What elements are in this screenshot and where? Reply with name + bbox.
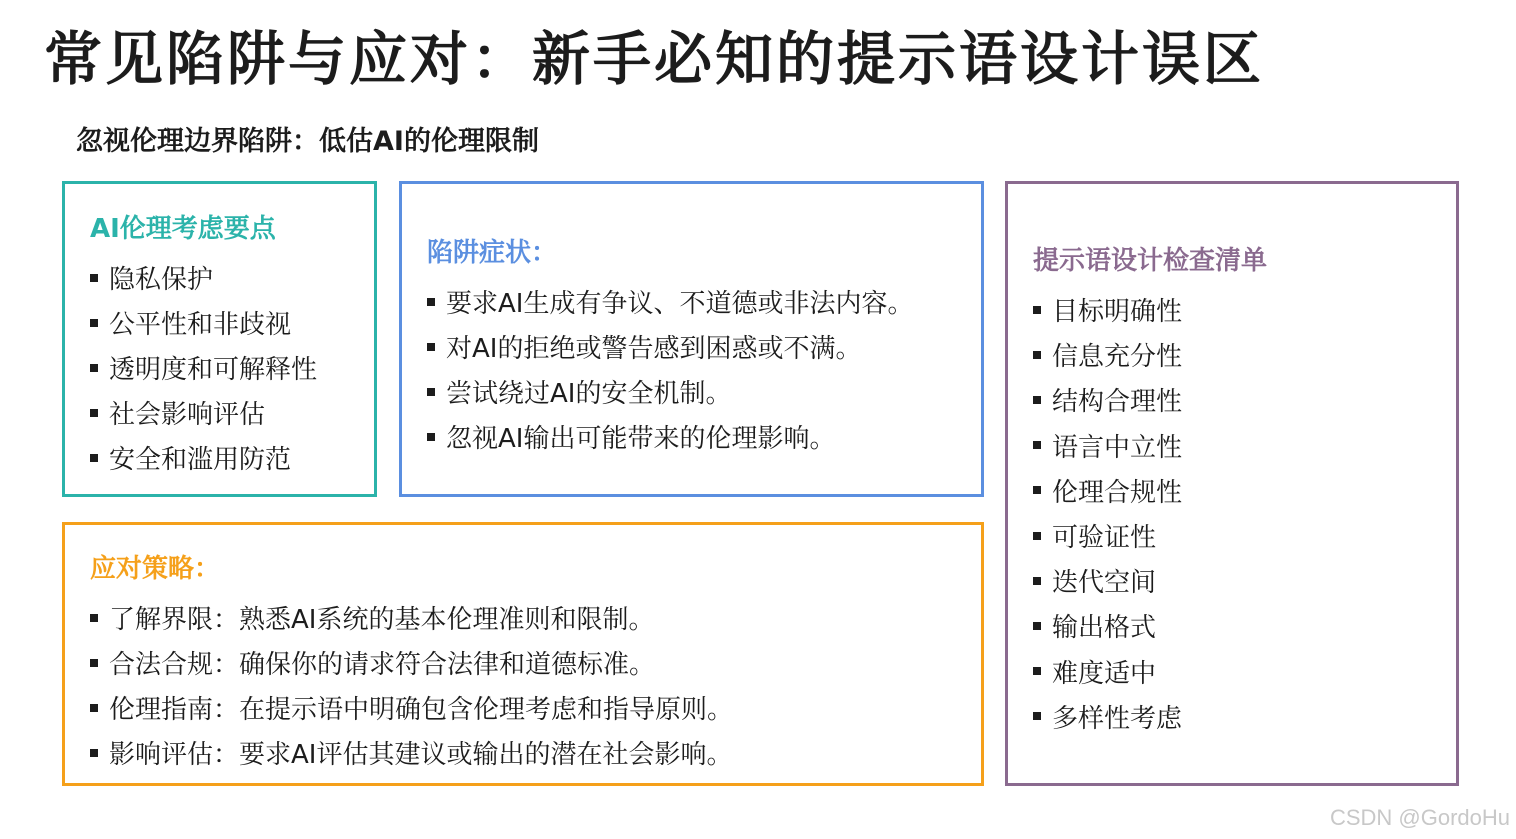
bullet-icon: [1033, 441, 1041, 449]
list-item-text: 输出格式: [1052, 613, 1157, 644]
bullet-icon: [90, 409, 98, 417]
bullet-icon: [1033, 486, 1041, 494]
bullet-icon: [90, 274, 98, 282]
list-item-text: 影响评估：要求AI评估其建议或输出的潜在社会影响。: [109, 740, 733, 770]
bullet-icon: [90, 364, 98, 372]
list-item: [1033, 603, 1182, 648]
bullet-icon: [1033, 306, 1041, 314]
list-item: [1033, 513, 1182, 558]
bullet-icon: [90, 319, 98, 327]
bullet-icon: [1033, 622, 1041, 630]
list-item: [1033, 423, 1182, 468]
list-item: [427, 369, 913, 414]
list-item-text: 伦理指南：在提示语中明确包含伦理考虑和指导原则。: [109, 695, 734, 725]
ethics-considerations-box: [62, 181, 377, 497]
list-item: [90, 685, 733, 730]
checklist-heading: 提示语设计检查清单: [1033, 246, 1268, 276]
list-item: [427, 279, 913, 324]
coping-strategy-box: [62, 522, 984, 786]
section-subtitle: 忽视伦理边界陷阱：低估AI的伦理限制: [76, 126, 539, 157]
list-item: [1033, 468, 1182, 513]
list-item: [1033, 558, 1182, 603]
bullet-icon: [90, 749, 98, 757]
list-item: [90, 435, 317, 480]
watermark: CSDN @GordoHu: [1329, 805, 1510, 830]
page-title: 常见陷阱与应对：新手必知的提示语设计误区: [44, 25, 1265, 93]
bullet-icon: [1033, 396, 1041, 404]
list-item-text: 了解界限：熟悉AI系统的基本伦理准则和限制。: [109, 605, 655, 635]
list-item-text: 安全和滥用防范: [109, 445, 292, 475]
bullet-icon: [90, 614, 98, 622]
list-item: [1033, 377, 1182, 422]
list-item-text: 社会影响评估: [109, 400, 266, 430]
list-item: [90, 345, 317, 390]
list-item: [1033, 694, 1182, 739]
bullet-icon: [1033, 351, 1041, 359]
bullet-icon: [427, 343, 435, 351]
list-item-text: 难度适中: [1052, 658, 1157, 689]
list-item: [90, 390, 317, 435]
list-item-text: 透明度和可解释性: [109, 355, 318, 385]
list-item-text: 要求AI生成有争议、不道德或非法内容。: [446, 289, 914, 319]
list-item-text: 隐私保护: [109, 265, 214, 295]
list-item-text: 合法合规：确保你的请求符合法律和道德标准。: [109, 650, 656, 680]
design-checklist-box: [1005, 181, 1459, 786]
list-item-text: 多样性考虑: [1052, 703, 1183, 734]
list-item-text: 公平性和非歧视: [109, 310, 292, 340]
bullet-icon: [427, 298, 435, 306]
list-item-text: 忽视AI输出可能带来的伦理影响。: [446, 424, 836, 454]
checklist-list: [1033, 287, 1182, 739]
bullet-icon: [90, 704, 98, 712]
bullet-icon: [427, 388, 435, 396]
symptoms-list: [427, 279, 913, 459]
bullet-icon: [1033, 712, 1041, 720]
list-item-text: 伦理合规性: [1052, 477, 1183, 508]
list-item-text: 可验证性: [1052, 523, 1157, 554]
list-item-text: 信息充分性: [1052, 342, 1183, 373]
list-item: [427, 414, 913, 459]
list-item-text: 尝试绕过AI的安全机制。: [446, 379, 732, 409]
bullet-icon: [90, 659, 98, 667]
bullet-icon: [1033, 532, 1041, 540]
symptoms-heading: 陷阱症状：: [427, 238, 558, 268]
bullet-icon: [427, 433, 435, 441]
trap-symptoms-box: [399, 181, 984, 497]
list-item: [1033, 287, 1182, 332]
list-item: [90, 255, 317, 300]
list-item-text: 结构合理性: [1052, 387, 1183, 418]
list-item-text: 迭代空间: [1052, 568, 1157, 599]
strategy-list: [90, 595, 733, 775]
list-item: [90, 730, 733, 775]
list-item: [1033, 332, 1182, 377]
bullet-icon: [90, 454, 98, 462]
list-item-text: 对AI的拒绝或警告感到困惑或不满。: [446, 334, 862, 364]
list-item: [90, 595, 733, 640]
list-item: [1033, 649, 1182, 694]
ethics-heading: AI伦理考虑要点: [90, 214, 276, 244]
list-item-text: 目标明确性: [1052, 297, 1183, 328]
bullet-icon: [1033, 667, 1041, 675]
list-item-text: 语言中立性: [1052, 432, 1183, 463]
list-item: [90, 640, 733, 685]
list-item: [427, 324, 913, 369]
list-item: [90, 300, 317, 345]
strategy-heading: 应对策略：: [90, 554, 221, 584]
bullet-icon: [1033, 577, 1041, 585]
ethics-list: [90, 255, 317, 480]
